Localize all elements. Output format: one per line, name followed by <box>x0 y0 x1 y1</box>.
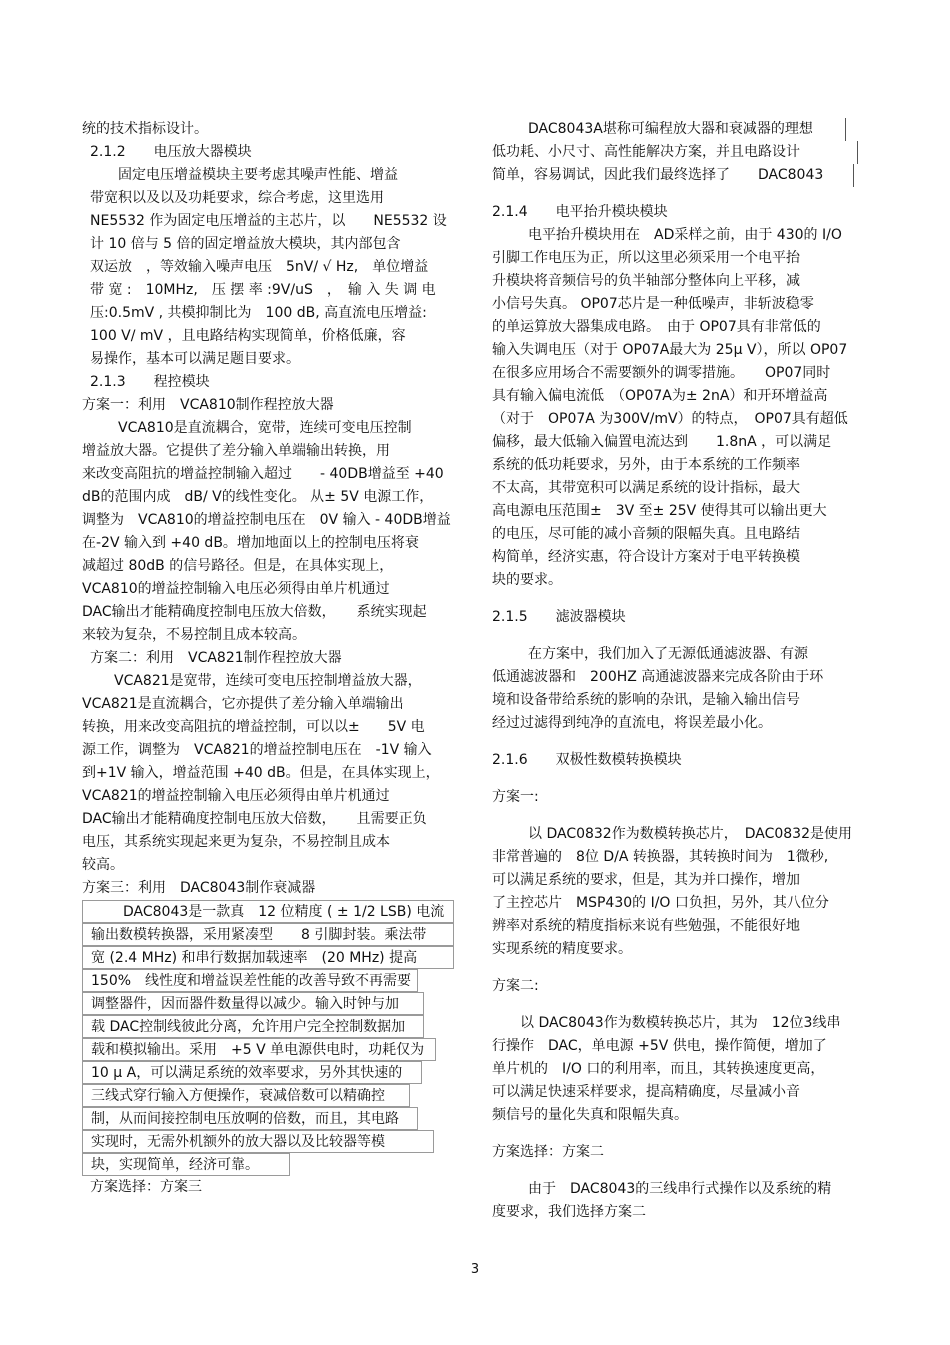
text-line: 频信号的量化失真和限幅失真。 <box>492 1107 688 1123</box>
text-line: 经过过滤得到纯净的直流电，将误差最小化。 <box>492 715 772 731</box>
text-line: 偏移，最大低输入偏置电流达到 1.8nA ，可以满足 <box>492 434 832 450</box>
text-line: 2.1.5 滤波器模块 <box>492 609 626 625</box>
text-line: DAC输出才能精确度控制电压放大倍数， 且需要正负 <box>82 811 427 827</box>
text-line: 非常普遍的 8位 D/A 转换器，其转换时间为 1微秒, <box>492 849 829 865</box>
text-line: 块，实现简单，经济可靠。 <box>82 1153 290 1176</box>
text-line: 方案二：利用 VCA821制作程控放大器 <box>90 650 342 666</box>
text-line: 易操作，基本可以满足题目要求。 <box>90 351 300 367</box>
text-line: 低通滤波器和 200HZ 高通滤波器来完成各阶由于环 <box>492 669 824 685</box>
text-line: 150% 线性度和增益误差性能的改善导致不再需要 <box>82 969 418 992</box>
text-line: 可以满足快速采样要求，提高精确度，尽量减小音 <box>492 1084 800 1100</box>
text-line: 简单，容易调试，因此我们最终选择了 DAC8043 <box>492 164 854 187</box>
text-line: 双运放 ，等效输入噪声电压 5nV/ √ Hz, 单位增益 <box>90 259 429 275</box>
text-line: 了主控芯片 MSP430的 I/O 口负担，另外，其八位分 <box>492 895 829 911</box>
text-line: 调整为 VCA810的增益控制电压在 0V 输入 - 40DB增益 <box>82 512 451 528</box>
text-line: 的电压，尽可能的减小音频的限幅失真。且电路结 <box>492 526 800 542</box>
text-line: 的单运算放大器集成电路。 由于 OP07具有非常低的 <box>492 319 821 335</box>
text-line: 在很多应用场合不需要额外的调零措施。 OP07同时 <box>492 365 831 381</box>
text-line: 方案三：利用 DAC8043制作衰减器 <box>82 880 316 896</box>
page-number: 3 <box>470 1262 480 1277</box>
text-line: 载和模拟输出。采用 +5 V 单电源供电时，功耗仅为 <box>82 1038 436 1061</box>
text-line: 输出数模转换器，采用紧凑型 8 引脚封装。乘法带 <box>82 923 454 946</box>
text-line: 减超过 80dB 的信号路径。但是，在具体实现上， <box>82 558 394 574</box>
text-line: DAC8043A堪称可编程放大器和衰减器的理想 <box>492 118 846 141</box>
text-line: 计 10 倍与 5 倍的固定增益放大模块，其内部包含 <box>90 236 401 252</box>
text-line: VCA821是直流耦合，它亦提供了差分输入单端输出 <box>82 696 404 712</box>
text-line: 制，从而间接控制电压放啊的倍数，而且，其电路 <box>82 1107 418 1130</box>
text-line: VCA821的增益控制输入电压必须得由单片机通过 <box>82 788 390 804</box>
text-line: 由于 DAC8043的三线串行式操作以及系统的精 <box>528 1181 832 1197</box>
text-line: 带宽积以及以及功耗要求，综合考虑，这里选用 <box>90 190 384 206</box>
paragraph-spacer <box>492 735 872 749</box>
text-line: 以 DAC8043作为数模转换芯片，其为 12位3线串 <box>520 1015 841 1031</box>
text-line: 电压，其系统实现起来更为复杂，不易控制且成本 <box>82 834 390 850</box>
text-line: 100 V/ mV ，且电路结构实现简单，价格低廉，容 <box>90 328 406 344</box>
text-line: 系统的低功耗要求，另外，由于本系统的工作频率 <box>492 457 800 473</box>
text-line: 可以满足系统的要求，但是，其为并口操作，增加 <box>492 872 800 888</box>
text-line: 输入失调电压（对于 OP07A最大为 25μ V），所以 OP07 <box>492 342 848 358</box>
text-line: 不太高，其带宽积可以满足系统的设计指标，最大 <box>492 480 800 496</box>
paragraph-spacer <box>492 629 872 643</box>
text-line: 调整器件，因而器件数量得以减少。输入时钟与加 <box>82 992 424 1015</box>
text-line: 电平抬升模块用在 AD采样之前，由于 430的 I/O <box>528 227 842 243</box>
text-line: 以 DAC0832作为数模转换芯片， DAC0832是使用 <box>528 826 852 842</box>
text-line: 较高。 <box>82 857 124 873</box>
text-line: VCA821是宽带，连续可变电压控制增益放大器， <box>114 673 422 689</box>
text-line: 升模块将音频信号的负半轴部分整体向上平移，减 <box>492 273 800 289</box>
left-column <box>82 118 470 1199</box>
paragraph-spacer <box>492 1127 872 1141</box>
text-line: 度要求，我们选择方案二 <box>492 1204 646 1220</box>
text-line: 宽 (2.4 MHz) 和串行数据加载速率 (20 MHz) 提高 <box>82 946 454 969</box>
text-line: （对于 OP07A 为300V/mV）的特点， OP07具有超低 <box>492 411 848 427</box>
text-line: 载 DAC控制线彼此分离，允许用户完全控制数据加 <box>82 1015 424 1038</box>
paragraph-spacer <box>492 961 872 975</box>
text-line: 来改变高阻抗的增益控制输入超过 - 40DB增益至 +40 <box>82 466 444 482</box>
text-line: dB的范围内成 dB/ V的线性变化。 从± 5V 电源工作， <box>82 489 434 505</box>
text-line: 压:0.5mV , 共模抑制比为 100 dB, 高直流电压增益: <box>90 305 427 321</box>
paragraph-spacer <box>492 187 872 201</box>
paragraph-spacer <box>492 1164 872 1178</box>
text-line: VCA810的增益控制输入电压必须得由单片机通过 <box>82 581 390 597</box>
text-line: 高电源电压范围± 3V 至± 25V 使得其可以输出更大 <box>492 503 827 519</box>
text-line: 2.1.2 电压放大器模块 <box>90 144 252 160</box>
paragraph-spacer <box>492 998 872 1012</box>
text-line: 源工作，调整为 VCA821的增益控制电压在 -1V 输入 <box>82 742 432 758</box>
text-line: VCA810是直流耦合，宽带，连续可变电压控制 <box>118 420 412 436</box>
text-line: 方案二: <box>492 978 539 994</box>
text-line: 单片机的 I/O 口的利用率，而且，其转换速度更高， <box>492 1061 825 1077</box>
paragraph-spacer <box>492 809 872 823</box>
text-line: 在方案中，我们加入了无源低通滤波器、有源 <box>528 646 808 662</box>
text-line: 辨率对系统的精度指标来说有些勉强，不能很好地 <box>492 918 800 934</box>
right-column <box>492 118 872 1224</box>
text-line: 行操作 DAC，单电源 +5V 供电，操作简便，增加了 <box>492 1038 827 1054</box>
text-line: 带 宽 : 10MHz, 压 摆 率 :9V/uS ， 输 入 失 调 电 <box>90 282 436 298</box>
paragraph-spacer <box>492 592 872 606</box>
text-line: 实现时，无需外机额外的放大器以及比较器等模 <box>82 1130 434 1153</box>
text-line: 2.1.6 双极性数模转换模块 <box>492 752 682 768</box>
text-line: 来较为复杂，不易控制且成本较高。 <box>82 627 306 643</box>
text-line: 2.1.3 程控模块 <box>90 374 210 390</box>
text-line: 小信号失真。 OP07芯片是一种低噪声，非斩波稳零 <box>492 296 814 312</box>
text-line: DAC输出才能精确度控制电压放大倍数， 系统实现起 <box>82 604 427 620</box>
text-line: 方案选择：方案二 <box>492 1144 604 1160</box>
text-line: 方案一：利用 VCA810制作程控放大器 <box>82 397 334 413</box>
text-line: 块的要求。 <box>492 572 562 588</box>
text-line: 具有输入偏电流低 （OP07A为± 2nA）和开环增益高 <box>492 388 828 404</box>
text-line: 固定电压增益模块主要考虑其噪声性能、增益 <box>118 167 398 183</box>
text-line: 增益放大器。它提供了差分输入单端输出转换，用 <box>82 443 390 459</box>
text-line: 低功耗、小尺寸、高性能解决方案，并且电路设计 <box>492 141 858 164</box>
text-line: 构简单，经济实惠，符合设计方案对于电平转换模 <box>492 549 800 565</box>
paragraph-spacer <box>492 772 872 786</box>
text-line: 境和设备带给系统的影响的杂讯，是输入输出信号 <box>492 692 800 708</box>
text-line: 方案一: <box>492 789 539 805</box>
text-line: DAC8043是一款真 12 位精度 ( ± 1/2 LSB) 电流 <box>82 900 454 923</box>
text-line: 引脚工作电压为正，所以这里必须采用一个电平抬 <box>492 250 800 266</box>
text-line: 实现系统的精度要求。 <box>492 941 632 957</box>
text-line: 2.1.4 电平抬升模块模块 <box>492 204 668 220</box>
text-line: 统的技术指标设计。 <box>82 121 208 137</box>
text-line: 在-2V 输入到 +40 dB。增加地面以上的控制电压将衰 <box>82 535 419 551</box>
text-line: 转换，用来改变高阻抗的增益控制，可以以± 5V 电 <box>82 719 425 735</box>
text-line: 三线式穿行输入方便操作，衰减倍数可以精确控 <box>82 1084 410 1107</box>
text-line: 方案选择：方案三 <box>90 1179 202 1195</box>
text-line: 到+1V 输入，增益范围 +40 dB。但是，在具体实现上， <box>82 765 440 781</box>
text-line: NE5532 作为固定电压增益的主芯片，以 NE5532 设 <box>90 213 447 229</box>
text-line: 10 μ A，可以满足系统的效率要求，另外其快速的 <box>82 1061 422 1084</box>
